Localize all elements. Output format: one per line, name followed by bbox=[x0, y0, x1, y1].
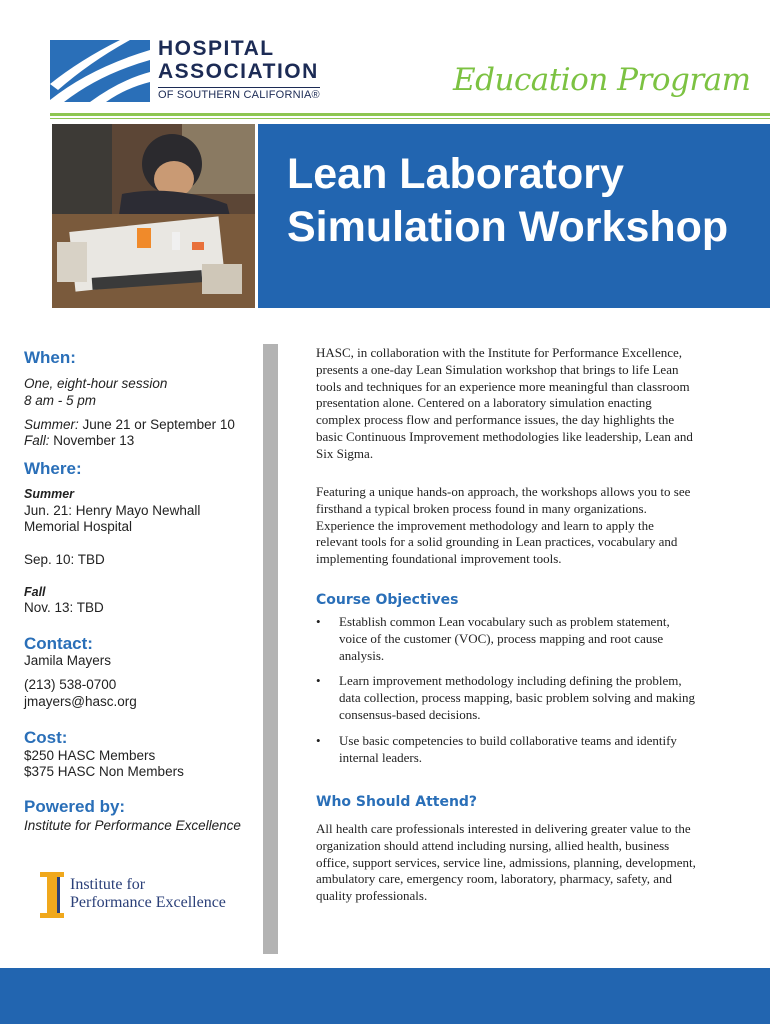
footer-bar bbox=[0, 968, 770, 1024]
when-line1: One, eight-hour session bbox=[24, 376, 168, 391]
attend-line: All health care professionals interested in delivering greater value to the bbox=[316, 821, 691, 836]
intro-line: presentation alone. Centered on a laboratory simulation enacting bbox=[316, 395, 652, 411]
page-title-line2: Simulation Workshop bbox=[287, 203, 729, 251]
intro-line: tools and techniques for an experience more meaningful than classroom bbox=[316, 378, 690, 394]
header-rule-thin bbox=[50, 118, 770, 119]
approach-line: implementing foundational improvement tools. bbox=[316, 551, 562, 567]
powered-by-text: Institute for Performance Excellence bbox=[24, 818, 241, 833]
ipe-logo-text bbox=[70, 876, 226, 912]
where-summer-label: Summer bbox=[24, 487, 75, 501]
fall-label: Fall: bbox=[24, 433, 50, 448]
objective-line: consensus-based decisions. bbox=[339, 706, 481, 722]
objective-line: internal leaders. bbox=[339, 749, 423, 765]
attend-line: organization should attend including nursing, allied health, business bbox=[316, 837, 670, 853]
ipe-logo-icon bbox=[38, 872, 66, 918]
who-should-attend-heading: Who Should Attend? bbox=[316, 794, 478, 810]
contact-name: Jamila Mayers bbox=[24, 653, 112, 668]
objective-line: Learn improvement methodology including defining the problem, bbox=[339, 673, 682, 688]
attend-paragraph bbox=[316, 821, 756, 905]
summer-label: Summer: bbox=[24, 417, 79, 432]
cost-heading: Cost: bbox=[24, 728, 68, 747]
where-summer-line1: Jun. 21: Henry Mayo Newhall bbox=[24, 503, 201, 518]
objectives-heading: Course Objectives bbox=[316, 592, 459, 608]
when-line2: 8 am - 5 pm bbox=[24, 393, 97, 408]
hasc-logo-icon bbox=[50, 40, 150, 102]
logo-title-line2: ASSOCIATION bbox=[158, 60, 319, 83]
bullet-icon: • bbox=[316, 614, 321, 629]
objective-line: data collection, process mapping, basic problem solving and making bbox=[339, 689, 695, 705]
attend-line: office, support services, service line, admissions, planning, development, bbox=[316, 854, 696, 870]
page-title-line1: Lean Laboratory bbox=[287, 150, 624, 198]
where-heading: Where: bbox=[24, 459, 82, 478]
column-divider bbox=[263, 344, 278, 954]
contact-heading: Contact: bbox=[24, 634, 93, 653]
contact-phone: (213) 538-0700 bbox=[24, 677, 117, 692]
where-summer-line3: Sep. 10: TBD bbox=[24, 552, 105, 567]
objective-item bbox=[339, 673, 759, 723]
intro-line: presents a one-day Lean Simulation workshop that brings to life Lean bbox=[316, 361, 679, 377]
approach-line: Experience the improvement methodology and learn to apply the bbox=[316, 517, 654, 533]
logo-subtitle: OF SOUTHERN CALIFORNIA® bbox=[158, 89, 320, 101]
education-program-label: Education Program bbox=[453, 62, 751, 98]
where-fall-line: Nov. 13: TBD bbox=[24, 600, 104, 615]
cost-members: $250 HASC Members bbox=[24, 748, 156, 763]
objective-line: voice of the customer (VOC), process mapping and root cause bbox=[339, 630, 664, 646]
objective-line: Establish common Lean vocabulary such as problem statement, bbox=[339, 614, 670, 629]
attend-line: quality professionals. bbox=[316, 888, 428, 904]
objective-line: analysis. bbox=[339, 647, 385, 663]
logo-title-line1: HOSPITAL bbox=[158, 37, 275, 60]
bullet-icon: • bbox=[316, 673, 321, 688]
approach-paragraph bbox=[316, 484, 756, 568]
intro-paragraph bbox=[316, 345, 756, 463]
objective-line: Use basic competencies to build collaborative teams and identify bbox=[339, 733, 677, 748]
where-fall-label: Fall bbox=[24, 585, 46, 599]
intro-line: Six Sigma. bbox=[316, 445, 374, 461]
bullet-icon: • bbox=[316, 733, 321, 748]
objective-item bbox=[339, 733, 759, 767]
intro-line: basic Continuous Improvement methodologies like leadership, Lean and bbox=[316, 428, 693, 444]
fall-date-text: November 13 bbox=[49, 433, 135, 448]
attend-line: ambulatory care, emergency room, laboratory, pharmacy, safety, and bbox=[316, 871, 673, 887]
contact-email[interactable]: jmayers@hasc.org bbox=[24, 694, 137, 709]
approach-line: relevant tools for a solid grounding in Lean practices, vocabulary and bbox=[316, 534, 678, 550]
intro-line: complex process flow and performance issues, the day highlights the bbox=[316, 412, 675, 428]
ipe-logo-line2: Performance Excellence bbox=[70, 894, 226, 911]
summer-dates bbox=[24, 417, 235, 434]
workshop-photo bbox=[52, 124, 255, 308]
ipe-logo-line1: Institute for bbox=[70, 876, 146, 893]
objective-item bbox=[339, 614, 759, 664]
cost-non-members: $375 HASC Non Members bbox=[24, 764, 184, 779]
approach-line: firsthand a typical broken process found in many organizations. bbox=[316, 500, 647, 516]
when-heading: When: bbox=[24, 348, 76, 367]
header-rule bbox=[50, 113, 770, 116]
fall-dates bbox=[24, 433, 134, 450]
intro-line: HASC, in collaboration with the Institute for Performance Excellence, bbox=[316, 345, 683, 360]
where-summer-line2: Memorial Hospital bbox=[24, 519, 133, 534]
powered-by-heading: Powered by: bbox=[24, 797, 126, 816]
approach-line: Featuring a unique hands-on approach, the workshops allows you to see bbox=[316, 484, 691, 499]
summer-dates-text: June 21 or September 10 bbox=[78, 417, 235, 432]
